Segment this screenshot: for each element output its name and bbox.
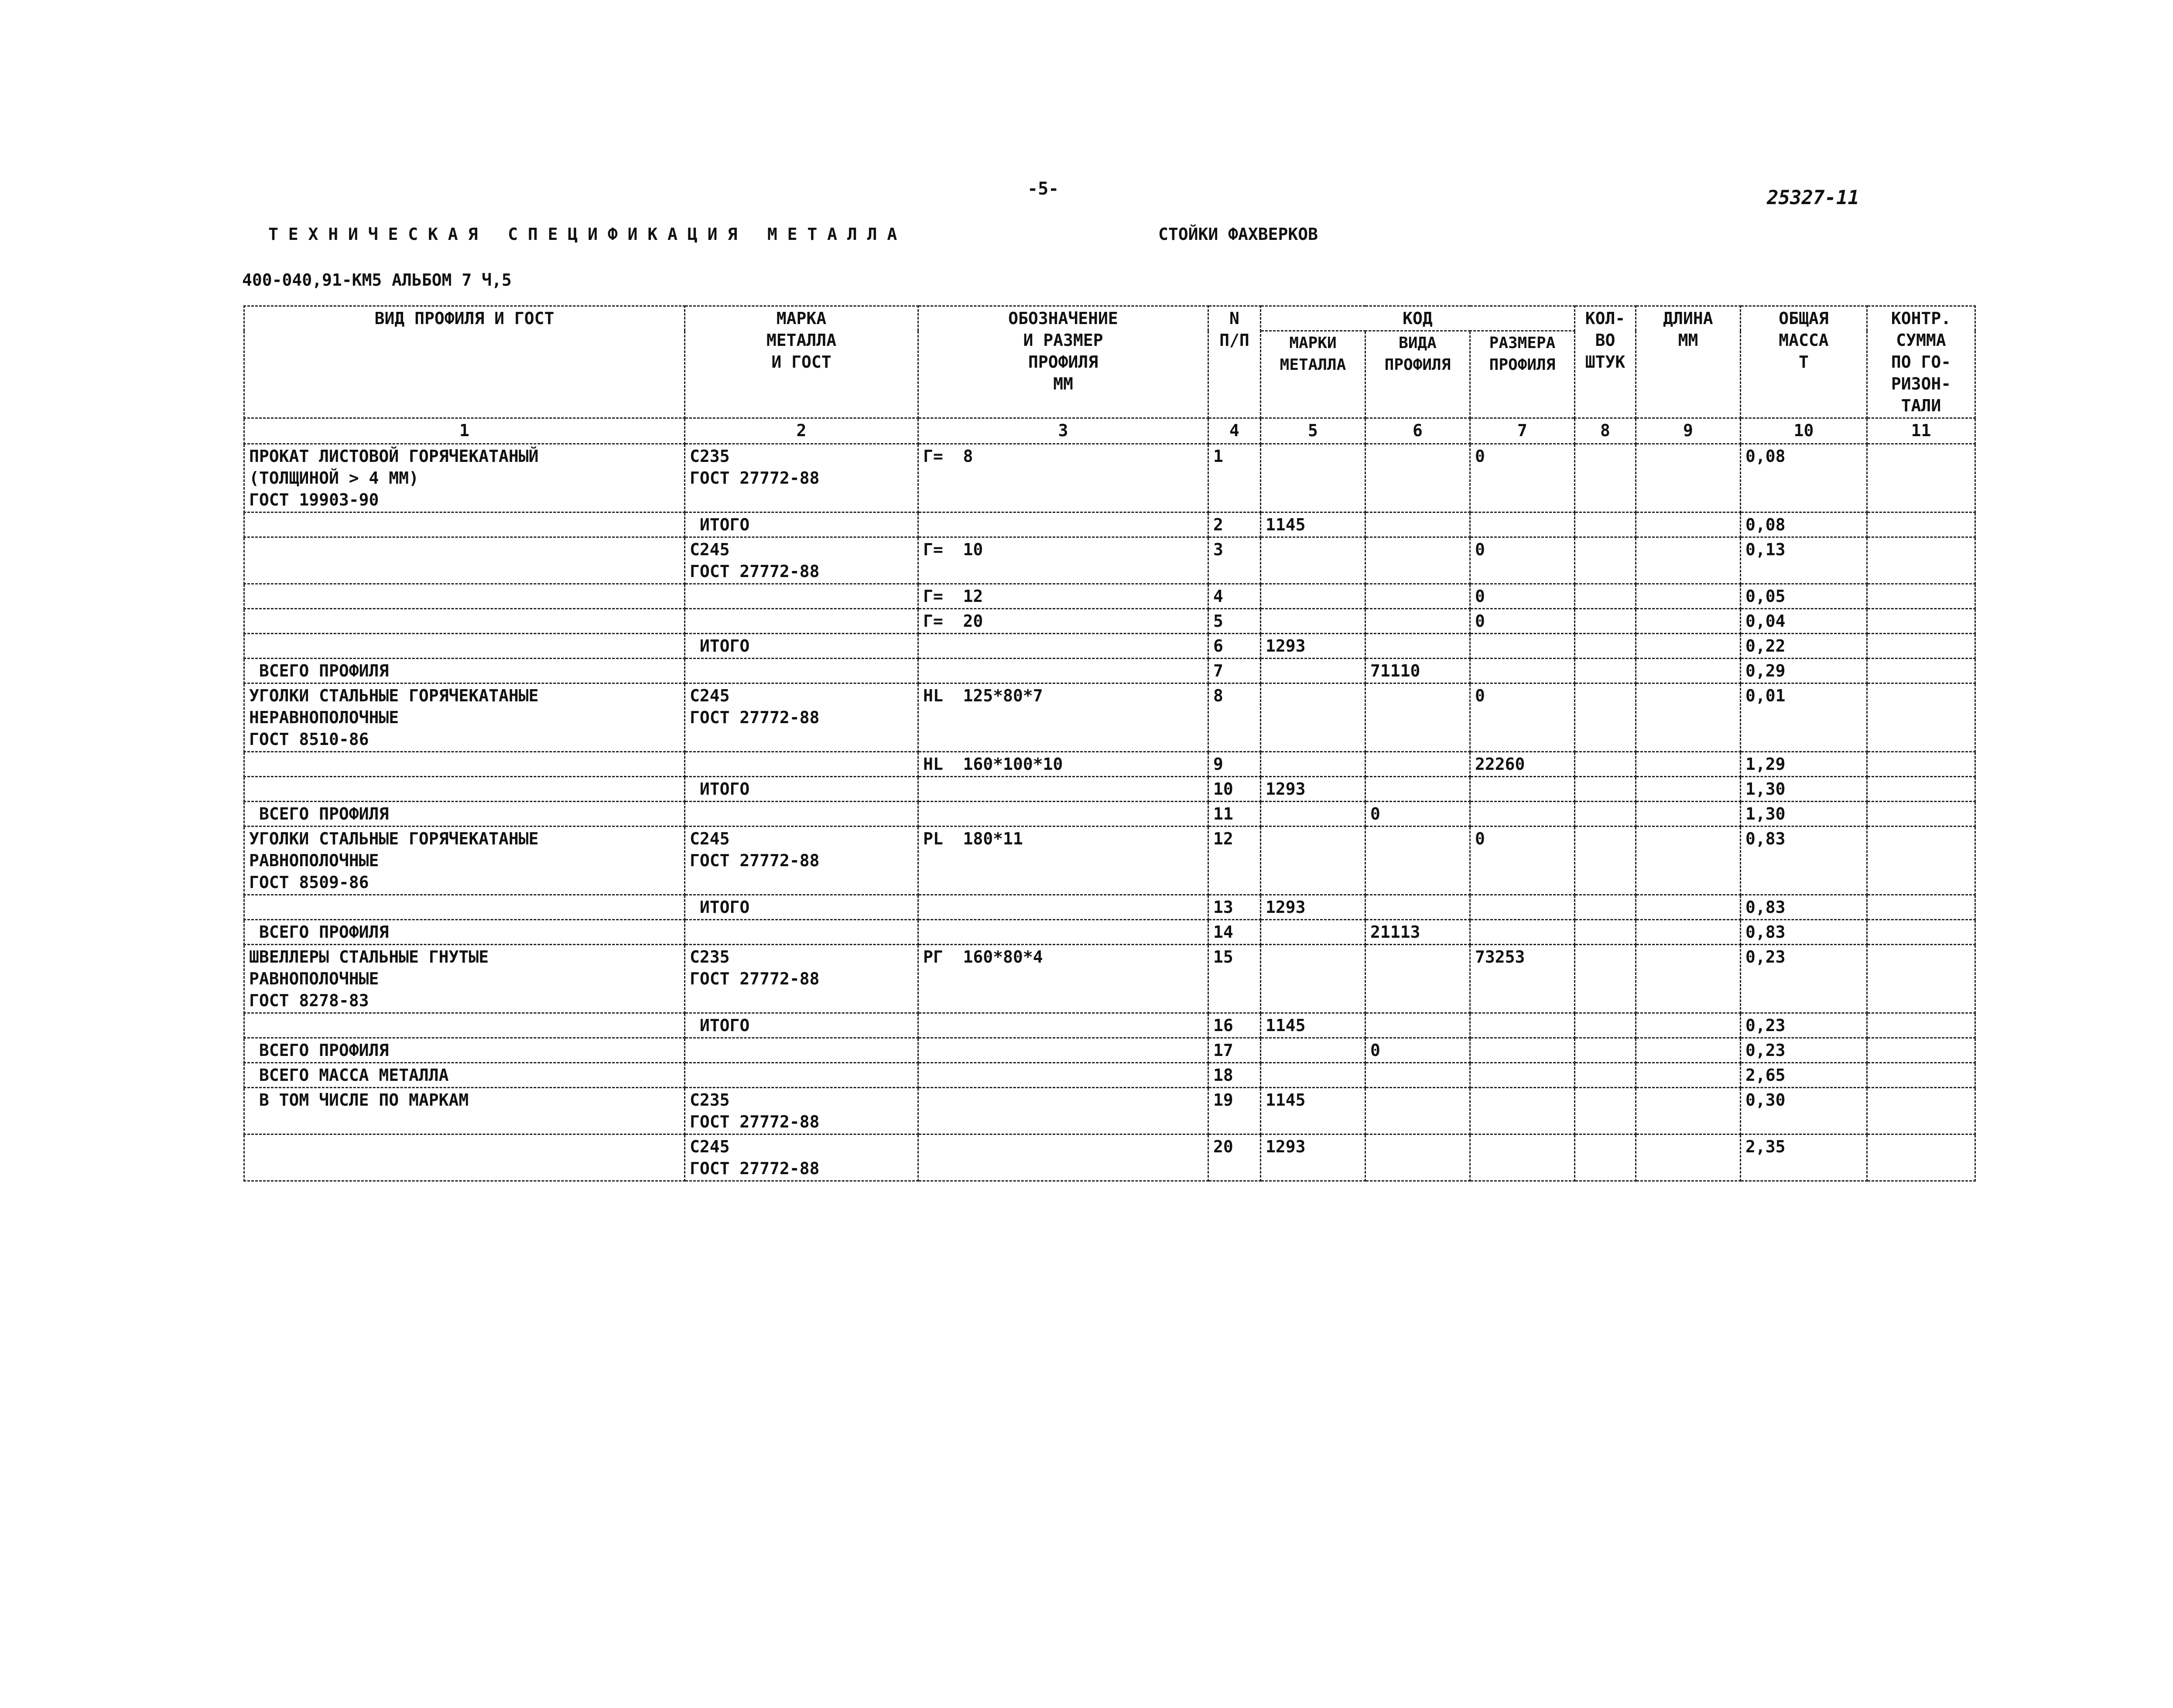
- table-row: [244, 659, 1975, 683]
- cell-item-number: 19: [1208, 1088, 1261, 1134]
- cell-quantity: [1575, 1063, 1636, 1088]
- cell-item-number: 15: [1208, 945, 1261, 1013]
- cell-profile-size: [918, 659, 1208, 683]
- cell-profile-size: [918, 1013, 1208, 1038]
- header-metal-grade: МАРКА МЕТАЛЛА И ГОСТ: [685, 306, 918, 418]
- cell-total-mass: 1,29: [1741, 752, 1867, 777]
- cell-control-sum: [1867, 683, 1975, 752]
- cell-code-profile-type: [1365, 584, 1470, 609]
- cell-metal-grade: С245 ГОСТ 27772-88: [685, 537, 918, 584]
- cell-code-profile-type: [1365, 512, 1470, 537]
- table-row: [244, 802, 1975, 827]
- cell-profile-type: [244, 1013, 685, 1038]
- cell-profile-type: ВСЕГО ПРОФИЛЯ: [244, 659, 685, 683]
- cell-metal-grade: [685, 920, 918, 945]
- cell-control-sum: [1867, 827, 1975, 895]
- cell-quantity: [1575, 827, 1636, 895]
- cell-profile-type: ПРОКАТ ЛИСТОВОЙ ГОРЯЧЕКАТАНЫЙ (ТОЛЩИНОЙ > 4 ММ) ГОСТ 19903-90: [244, 444, 685, 512]
- cell-profile-type: УГОЛКИ СТАЛЬНЫЕ ГОРЯЧЕКАТАНЫЕ НЕРАВНОПОЛОЧНЫЕ ГОСТ 8510-86: [244, 683, 685, 752]
- cell-code-profile-size: 22260: [1470, 752, 1575, 777]
- cell-code-profile-type: [1365, 1088, 1470, 1134]
- column-number-4: 4: [1208, 418, 1261, 444]
- cell-item-number: 1: [1208, 444, 1261, 512]
- cell-metal-grade: [685, 659, 918, 683]
- cell-item-number: 11: [1208, 802, 1261, 827]
- cell-length: [1636, 537, 1741, 584]
- cell-quantity: [1575, 1134, 1636, 1181]
- cell-control-sum: [1867, 895, 1975, 920]
- cell-control-sum: [1867, 444, 1975, 512]
- column-number-8: 8: [1575, 418, 1636, 444]
- table-row: [244, 512, 1975, 537]
- cell-metal-grade: С245 ГОСТ 27772-88: [685, 827, 918, 895]
- cell-control-sum: [1867, 777, 1975, 802]
- header-total-mass: ОБЩАЯ МАССА Т: [1741, 306, 1867, 418]
- cell-item-number: 17: [1208, 1038, 1261, 1063]
- cell-code-profile-size: 73253: [1470, 945, 1575, 1013]
- page-number: -5-: [1027, 179, 1059, 199]
- cell-code-metal-grade: 1293: [1261, 895, 1365, 920]
- cell-metal-grade: [685, 584, 918, 609]
- table-row: [244, 1063, 1975, 1088]
- cell-code-profile-type: [1365, 1063, 1470, 1088]
- cell-quantity: [1575, 634, 1636, 659]
- cell-profile-type: ВСЕГО МАССА МЕТАЛЛА: [244, 1063, 685, 1088]
- cell-code-metal-grade: [1261, 827, 1365, 895]
- cell-code-metal-grade: 1145: [1261, 1088, 1365, 1134]
- cell-item-number: 9: [1208, 752, 1261, 777]
- cell-quantity: [1575, 1013, 1636, 1038]
- header-quantity: КОЛ- ВО ШТУК: [1575, 306, 1636, 418]
- cell-code-metal-grade: [1261, 537, 1365, 584]
- cell-length: [1636, 752, 1741, 777]
- cell-code-profile-size: [1470, 634, 1575, 659]
- cell-code-profile-size: 0: [1470, 609, 1575, 634]
- cell-code-profile-type: [1365, 945, 1470, 1013]
- cell-metal-grade: [685, 1063, 918, 1088]
- cell-code-profile-type: 0: [1365, 802, 1470, 827]
- cell-length: [1636, 1088, 1741, 1134]
- cell-code-metal-grade: [1261, 752, 1365, 777]
- cell-item-number: 3: [1208, 537, 1261, 584]
- specification-rows: [244, 444, 1975, 1181]
- cell-code-profile-size: 0: [1470, 537, 1575, 584]
- cell-item-number: 5: [1208, 609, 1261, 634]
- cell-profile-type: [244, 584, 685, 609]
- cell-item-number: 10: [1208, 777, 1261, 802]
- cell-metal-grade: [685, 609, 918, 634]
- cell-code-profile-type: [1365, 444, 1470, 512]
- cell-code-metal-grade: 1145: [1261, 512, 1365, 537]
- cell-code-profile-size: [1470, 777, 1575, 802]
- cell-quantity: [1575, 584, 1636, 609]
- cell-control-sum: [1867, 1134, 1975, 1181]
- cell-metal-grade: [685, 752, 918, 777]
- column-number-7: 7: [1470, 418, 1575, 444]
- cell-quantity: [1575, 512, 1636, 537]
- cell-profile-size: НL 125*80*7: [918, 683, 1208, 752]
- cell-code-profile-size: 0: [1470, 827, 1575, 895]
- cell-item-number: 4: [1208, 584, 1261, 609]
- cell-metal-grade: С245 ГОСТ 27772-88: [685, 1134, 918, 1181]
- cell-code-profile-size: [1470, 1038, 1575, 1063]
- cell-code-profile-size: 0: [1470, 584, 1575, 609]
- cell-profile-size: PL 180*11: [918, 827, 1208, 895]
- cell-control-sum: [1867, 1088, 1975, 1134]
- cell-code-metal-grade: [1261, 659, 1365, 683]
- cell-profile-type: ШВЕЛЛЕРЫ СТАЛЬНЫЕ ГНУТЫЕ РАВНОПОЛОЧНЫЕ ГОСТ 8278-83: [244, 945, 685, 1013]
- column-number-11: 11: [1867, 418, 1975, 444]
- cell-length: [1636, 777, 1741, 802]
- metal-specification-table: [243, 305, 1976, 1182]
- cell-profile-size: НL 160*100*10: [918, 752, 1208, 777]
- header-profile-type: ВИД ПРОФИЛЯ И ГОСТ: [244, 306, 685, 418]
- cell-code-profile-size: [1470, 659, 1575, 683]
- cell-code-profile-type: 21113: [1365, 920, 1470, 945]
- cell-quantity: [1575, 537, 1636, 584]
- cell-code-profile-type: 0: [1365, 1038, 1470, 1063]
- table-row: [244, 683, 1975, 752]
- cell-code-profile-size: [1470, 802, 1575, 827]
- cell-control-sum: [1867, 802, 1975, 827]
- cell-profile-type: В ТОМ ЧИСЛЕ ПО МАРКАМ: [244, 1088, 685, 1134]
- cell-control-sum: [1867, 634, 1975, 659]
- cell-control-sum: [1867, 659, 1975, 683]
- cell-length: [1636, 1134, 1741, 1181]
- header-code-group: КОД: [1261, 306, 1575, 331]
- table-row: [244, 444, 1975, 512]
- cell-profile-type: [244, 537, 685, 584]
- cell-profile-type: [244, 752, 685, 777]
- cell-total-mass: 0,83: [1741, 920, 1867, 945]
- cell-total-mass: 0,01: [1741, 683, 1867, 752]
- header-code-metal-grade: МАРКИ МЕТАЛЛА: [1261, 331, 1365, 418]
- cell-length: [1636, 444, 1741, 512]
- cell-profile-size: [918, 1063, 1208, 1088]
- header-control-sum: КОНТР. СУММА ПО ГО- РИЗОН- ТАЛИ: [1867, 306, 1975, 418]
- cell-quantity: [1575, 802, 1636, 827]
- cell-total-mass: 1,30: [1741, 777, 1867, 802]
- cell-length: [1636, 584, 1741, 609]
- cell-length: [1636, 1038, 1741, 1063]
- cell-quantity: [1575, 1088, 1636, 1134]
- cell-quantity: [1575, 777, 1636, 802]
- cell-profile-size: [918, 634, 1208, 659]
- cell-control-sum: [1867, 920, 1975, 945]
- column-number-3: 3: [918, 418, 1208, 444]
- cell-profile-type: УГОЛКИ СТАЛЬНЫЕ ГОРЯЧЕКАТАНЫЕ РАВНОПОЛОЧНЫЕ ГОСТ 8509-86: [244, 827, 685, 895]
- cell-code-profile-size: [1470, 1088, 1575, 1134]
- cell-metal-grade: С235 ГОСТ 27772-88: [685, 1088, 918, 1134]
- cell-profile-size: [918, 777, 1208, 802]
- cell-metal-grade: ИТОГО: [685, 1013, 918, 1038]
- cell-metal-grade: [685, 1038, 918, 1063]
- cell-total-mass: 0,23: [1741, 1038, 1867, 1063]
- cell-total-mass: 0,08: [1741, 444, 1867, 512]
- cell-code-profile-type: [1365, 537, 1470, 584]
- header-code-profile-size: РАЗМЕРА ПРОФИЛЯ: [1470, 331, 1575, 418]
- cell-code-profile-type: [1365, 827, 1470, 895]
- cell-code-metal-grade: 1293: [1261, 777, 1365, 802]
- table-row: [244, 777, 1975, 802]
- header-code-profile-type: ВИДА ПРОФИЛЯ: [1365, 331, 1470, 418]
- cell-length: [1636, 683, 1741, 752]
- table-row: [244, 752, 1975, 777]
- cell-metal-grade: ИТОГО: [685, 512, 918, 537]
- cell-code-profile-type: [1365, 634, 1470, 659]
- cell-control-sum: [1867, 1063, 1975, 1088]
- cell-code-profile-type: 71110: [1365, 659, 1470, 683]
- column-number-5: 5: [1261, 418, 1365, 444]
- table-row: [244, 1038, 1975, 1063]
- table-row: [244, 895, 1975, 920]
- column-number-2: 2: [685, 418, 918, 444]
- cell-control-sum: [1867, 584, 1975, 609]
- cell-item-number: 8: [1208, 683, 1261, 752]
- document-subject: СТОЙКИ ФАХВЕРКОВ: [1158, 225, 1318, 244]
- cell-item-number: 16: [1208, 1013, 1261, 1038]
- cell-quantity: [1575, 609, 1636, 634]
- cell-code-profile-type: [1365, 683, 1470, 752]
- cell-code-metal-grade: 1293: [1261, 634, 1365, 659]
- cell-profile-size: Г= 10: [918, 537, 1208, 584]
- cell-item-number: 20: [1208, 1134, 1261, 1181]
- cell-profile-size: [918, 802, 1208, 827]
- cell-profile-size: Г= 8: [918, 444, 1208, 512]
- cell-total-mass: 0,29: [1741, 659, 1867, 683]
- table-row: [244, 584, 1975, 609]
- document-title: Т Е Х Н И Ч Е С К А Я С П Е Ц И Ф И К А Ц И Я М Е Т А Л Л А: [268, 225, 897, 244]
- column-number-10: 10: [1741, 418, 1867, 444]
- cell-profile-type: ВСЕГО ПРОФИЛЯ: [244, 920, 685, 945]
- cell-code-profile-size: 0: [1470, 683, 1575, 752]
- cell-profile-type: ВСЕГО ПРОФИЛЯ: [244, 802, 685, 827]
- cell-code-metal-grade: [1261, 1038, 1365, 1063]
- cell-profile-type: ВСЕГО ПРОФИЛЯ: [244, 1038, 685, 1063]
- cell-code-profile-size: [1470, 920, 1575, 945]
- table-row: [244, 1134, 1975, 1181]
- header-item-number: N П/П: [1208, 306, 1261, 418]
- cell-code-metal-grade: [1261, 609, 1365, 634]
- cell-quantity: [1575, 920, 1636, 945]
- cell-code-profile-size: [1470, 895, 1575, 920]
- cell-total-mass: 0,13: [1741, 537, 1867, 584]
- column-number-6: 6: [1365, 418, 1470, 444]
- table-row: [244, 1088, 1975, 1134]
- cell-quantity: [1575, 895, 1636, 920]
- cell-profile-type: [244, 895, 685, 920]
- cell-quantity: [1575, 683, 1636, 752]
- cell-code-profile-size: [1470, 512, 1575, 537]
- cell-code-metal-grade: 1145: [1261, 1013, 1365, 1038]
- cell-control-sum: [1867, 945, 1975, 1013]
- cell-total-mass: 0,23: [1741, 945, 1867, 1013]
- cell-quantity: [1575, 752, 1636, 777]
- cell-profile-type: [244, 1134, 685, 1181]
- cell-quantity: [1575, 444, 1636, 512]
- cell-code-profile-type: [1365, 752, 1470, 777]
- cell-item-number: 18: [1208, 1063, 1261, 1088]
- table-row: [244, 920, 1975, 945]
- cell-total-mass: 0,22: [1741, 634, 1867, 659]
- cell-length: [1636, 609, 1741, 634]
- column-number-9: 9: [1636, 418, 1741, 444]
- cell-metal-grade: ИТОГО: [685, 634, 918, 659]
- cell-profile-type: [244, 609, 685, 634]
- header-row: [244, 306, 1975, 331]
- cell-profile-size: PГ 160*80*4: [918, 945, 1208, 1013]
- cell-code-metal-grade: [1261, 683, 1365, 752]
- cell-code-metal-grade: [1261, 584, 1365, 609]
- cell-metal-grade: С245 ГОСТ 27772-88: [685, 683, 918, 752]
- table-row: [244, 537, 1975, 584]
- cell-total-mass: 0,05: [1741, 584, 1867, 609]
- cell-total-mass: 2,65: [1741, 1063, 1867, 1088]
- table-row: [244, 1013, 1975, 1038]
- table-row: [244, 634, 1975, 659]
- cell-control-sum: [1867, 1038, 1975, 1063]
- cell-length: [1636, 920, 1741, 945]
- cell-length: [1636, 827, 1741, 895]
- table-row: [244, 945, 1975, 1013]
- cell-item-number: 13: [1208, 895, 1261, 920]
- cell-item-number: 14: [1208, 920, 1261, 945]
- cell-metal-grade: ИТОГО: [685, 895, 918, 920]
- cell-code-profile-type: [1365, 1134, 1470, 1181]
- cell-total-mass: 0,23: [1741, 1013, 1867, 1038]
- cell-length: [1636, 895, 1741, 920]
- cell-metal-grade: С235 ГОСТ 27772-88: [685, 444, 918, 512]
- cell-total-mass: 0,83: [1741, 827, 1867, 895]
- cell-length: [1636, 512, 1741, 537]
- cell-control-sum: [1867, 752, 1975, 777]
- cell-code-profile-type: [1365, 777, 1470, 802]
- cell-total-mass: 0,83: [1741, 895, 1867, 920]
- cell-quantity: [1575, 1038, 1636, 1063]
- cell-code-metal-grade: [1261, 1063, 1365, 1088]
- column-number-1: 1: [244, 418, 685, 444]
- cell-control-sum: [1867, 537, 1975, 584]
- cell-code-profile-type: [1365, 895, 1470, 920]
- column-numbers-row: [244, 418, 1975, 444]
- cell-profile-size: Г= 12: [918, 584, 1208, 609]
- cell-profile-size: [918, 1134, 1208, 1181]
- cell-total-mass: 1,30: [1741, 802, 1867, 827]
- cell-control-sum: [1867, 609, 1975, 634]
- cell-metal-grade: [685, 802, 918, 827]
- header-profile-size: ОБОЗНАЧЕНИЕ И РАЗМЕР ПРОФИЛЯ ММ: [918, 306, 1208, 418]
- cell-profile-type: [244, 512, 685, 537]
- cell-code-metal-grade: [1261, 945, 1365, 1013]
- cell-profile-size: Г= 20: [918, 609, 1208, 634]
- cell-code-metal-grade: [1261, 802, 1365, 827]
- cell-code-metal-grade: [1261, 444, 1365, 512]
- cell-profile-size: [918, 512, 1208, 537]
- cell-length: [1636, 634, 1741, 659]
- cell-item-number: 6: [1208, 634, 1261, 659]
- cell-code-profile-size: 0: [1470, 444, 1575, 512]
- cell-profile-size: [918, 920, 1208, 945]
- cell-control-sum: [1867, 512, 1975, 537]
- cell-code-metal-grade: [1261, 920, 1365, 945]
- cell-item-number: 12: [1208, 827, 1261, 895]
- cell-code-metal-grade: 1293: [1261, 1134, 1365, 1181]
- cell-profile-size: [918, 895, 1208, 920]
- header-length: ДЛИНА ММ: [1636, 306, 1741, 418]
- cell-length: [1636, 1063, 1741, 1088]
- table-row: [244, 827, 1975, 895]
- cell-total-mass: 0,08: [1741, 512, 1867, 537]
- cell-quantity: [1575, 659, 1636, 683]
- album-reference: 400-040,91-КМ5 АЛЬБОМ 7 Ч,5: [242, 270, 512, 290]
- cell-control-sum: [1867, 1013, 1975, 1038]
- cell-quantity: [1575, 945, 1636, 1013]
- cell-total-mass: 2,35: [1741, 1134, 1867, 1181]
- table-row: [244, 609, 1975, 634]
- cell-length: [1636, 1013, 1741, 1038]
- cell-total-mass: 0,30: [1741, 1088, 1867, 1134]
- cell-item-number: 7: [1208, 659, 1261, 683]
- cell-metal-grade: С235 ГОСТ 27772-88: [685, 945, 918, 1013]
- cell-length: [1636, 659, 1741, 683]
- cell-profile-type: [244, 777, 685, 802]
- cell-length: [1636, 802, 1741, 827]
- cell-profile-type: [244, 634, 685, 659]
- cell-code-profile-type: [1365, 1013, 1470, 1038]
- cell-code-profile-size: [1470, 1013, 1575, 1038]
- cell-code-profile-size: [1470, 1134, 1575, 1181]
- document-code: 25327-11: [1767, 187, 1859, 209]
- cell-total-mass: 0,04: [1741, 609, 1867, 634]
- cell-metal-grade: ИТОГО: [685, 777, 918, 802]
- cell-profile-size: [918, 1038, 1208, 1063]
- cell-item-number: 2: [1208, 512, 1261, 537]
- cell-code-profile-type: [1365, 609, 1470, 634]
- cell-length: [1636, 945, 1741, 1013]
- cell-profile-size: [918, 1088, 1208, 1134]
- cell-code-profile-size: [1470, 1063, 1575, 1088]
